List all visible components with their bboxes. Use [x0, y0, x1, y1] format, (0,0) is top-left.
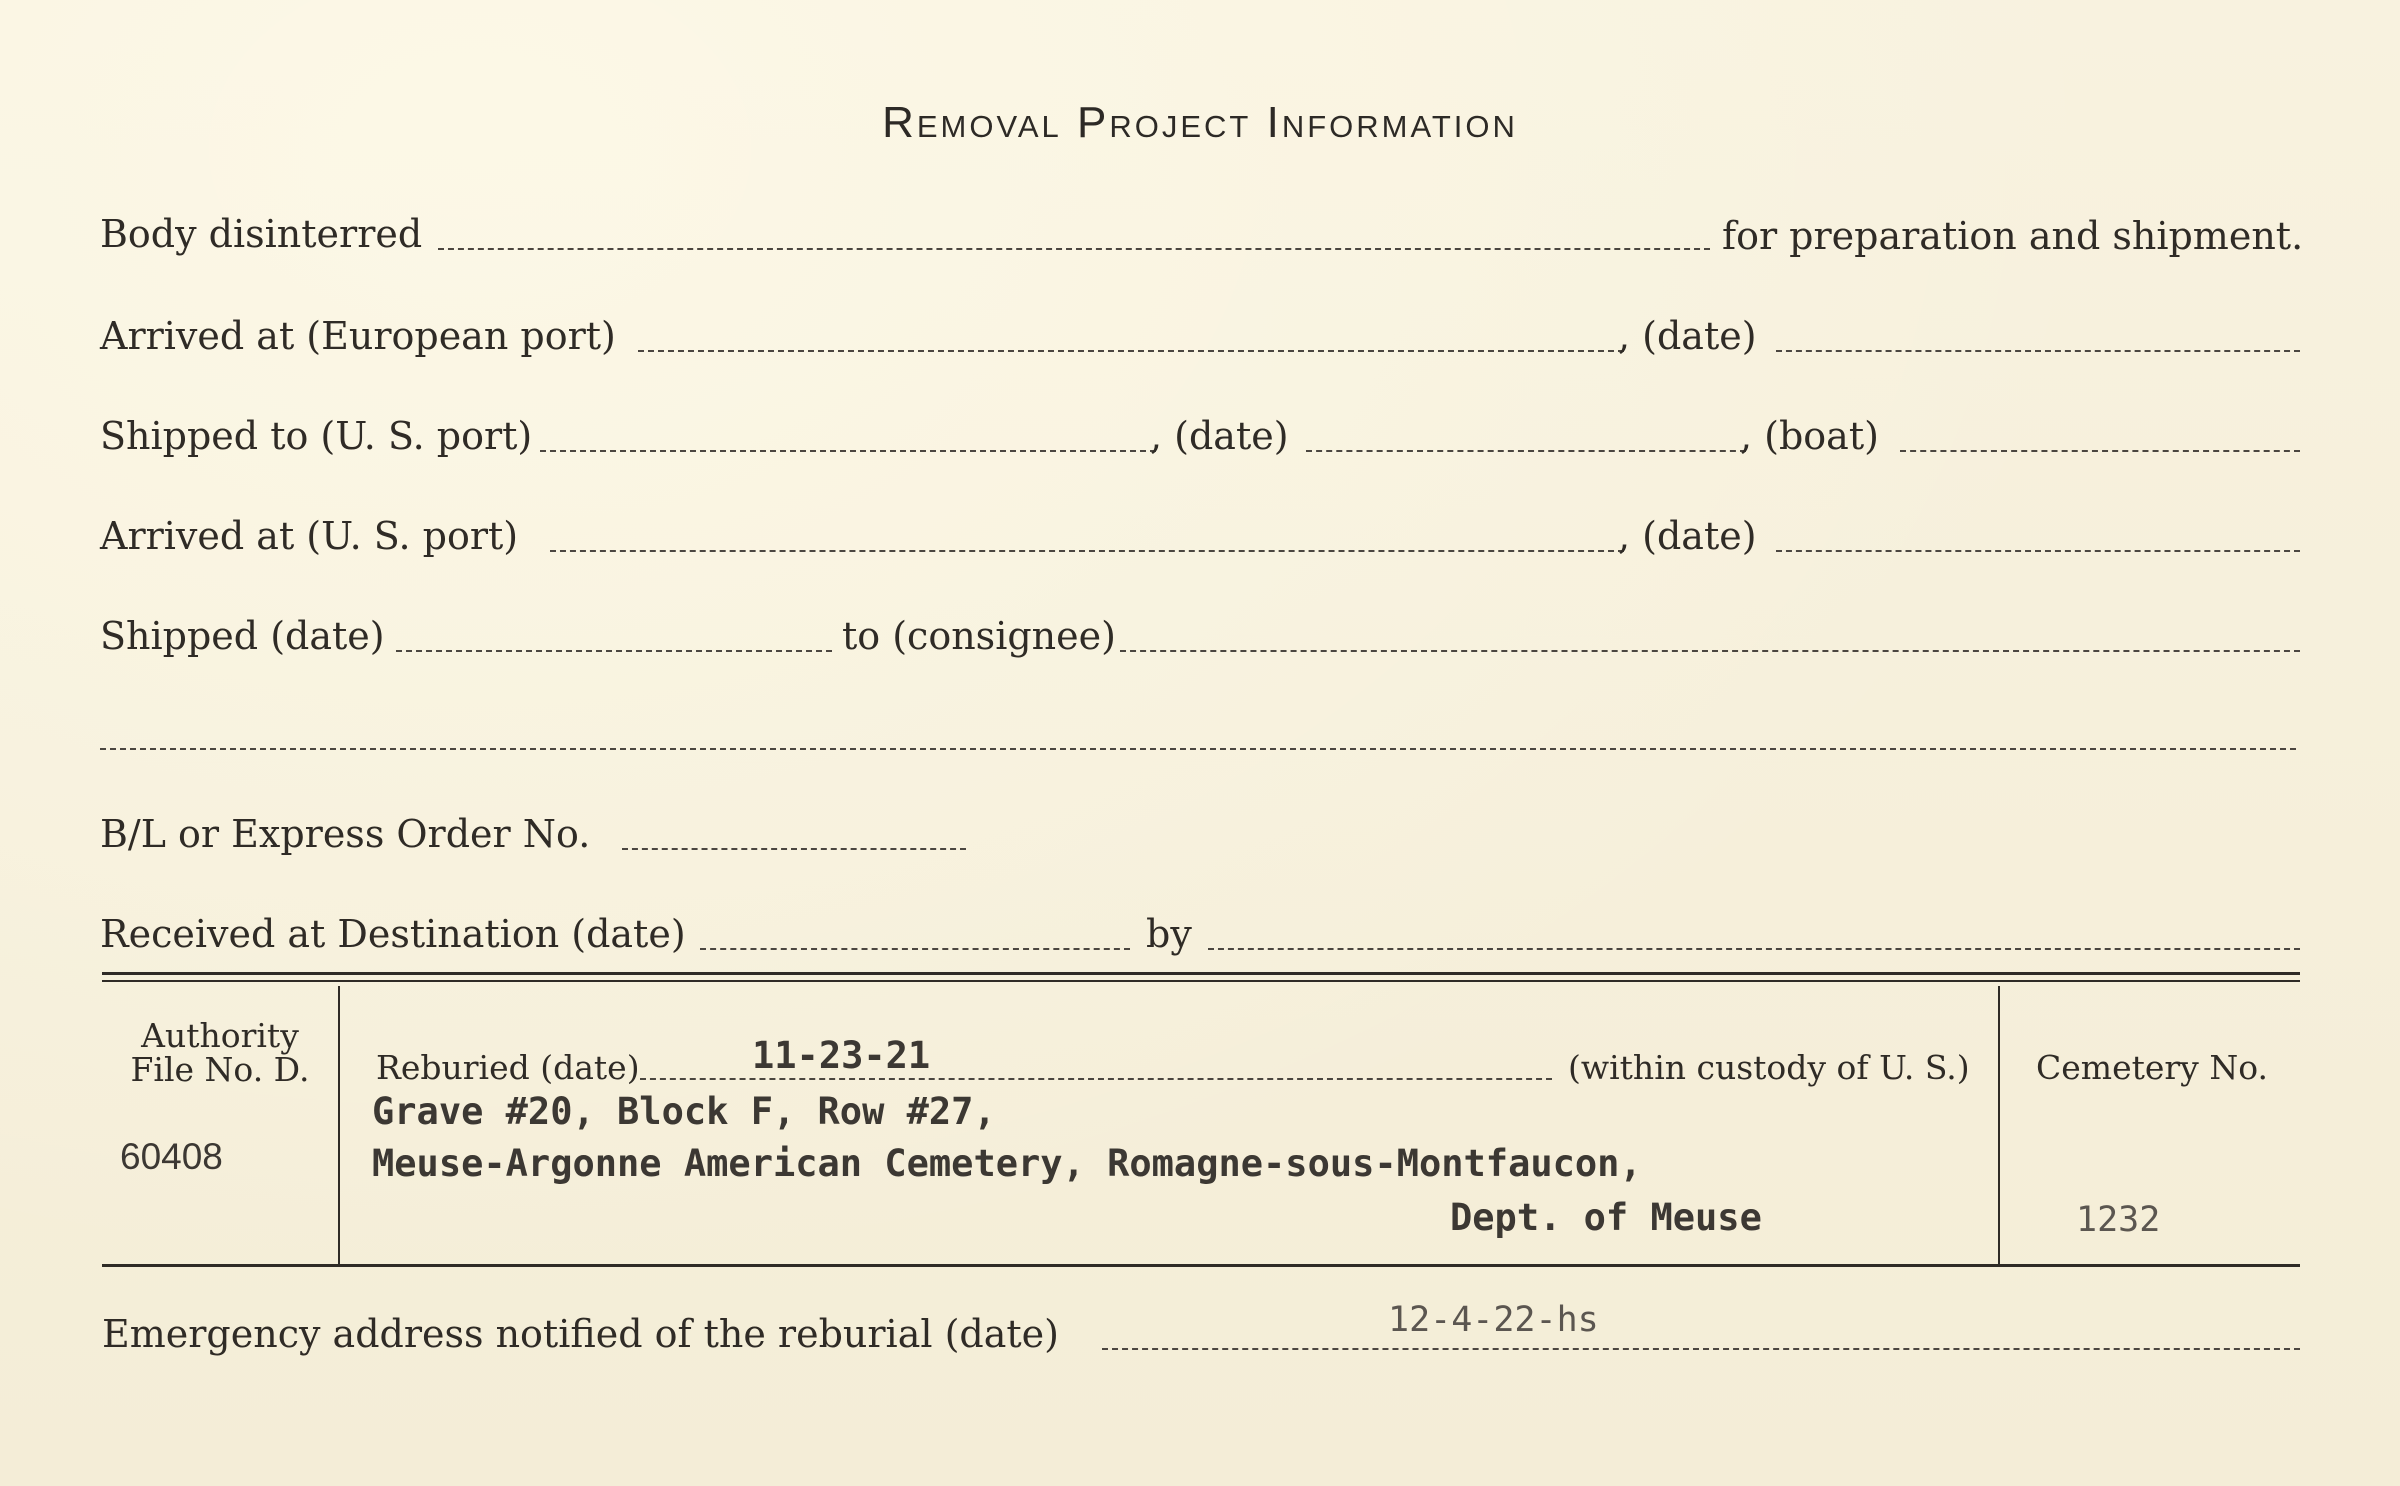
boat-field [1900, 450, 2300, 452]
by-label: by [1146, 912, 1192, 956]
box-bottom-rule [102, 1264, 2300, 1267]
emergency-date-field [1102, 1348, 2300, 1350]
consignee-field [1120, 650, 2300, 652]
arrived-us-port-label: Arrived at (U. S. port) [100, 514, 519, 558]
cemetery-no-label: Cemetery No. [2036, 1048, 2268, 1087]
arrived-us-date-field [1776, 550, 2300, 552]
file-no-label: File No. D. [130, 1050, 310, 1089]
reburied-date-value: 11-23-21 [752, 1034, 931, 1077]
to-consignee-label: to (consignee) [842, 614, 1116, 658]
grave-location-line2: Meuse-Argonne American Cemetery, Romagne-sous-Montfaucon, [372, 1142, 1642, 1185]
cemetery-number-value: 1232 [2076, 1200, 2161, 1240]
boat-label: , (boat) [1740, 414, 1879, 458]
bl-express-label: B/L or Express Order No. [100, 812, 591, 856]
reburied-date-field [640, 1078, 1552, 1080]
within-custody-label: (within custody of U. S.) [1568, 1048, 1970, 1087]
received-destination-label: Received at Destination (date) [100, 912, 686, 956]
box-divider-left [338, 986, 340, 1264]
reburied-date-label: Reburied (date) [376, 1048, 640, 1087]
consignee-continuation-field [100, 748, 2296, 750]
european-port-field [638, 350, 1624, 352]
body-disinterred-label: Body disinterred [100, 212, 423, 256]
bl-express-field [622, 848, 966, 850]
received-date-field [700, 948, 1130, 950]
file-number-value: 60408 [120, 1136, 223, 1177]
grave-location-line1: Grave #20, Block F, Row #27, [372, 1090, 996, 1133]
date-label-4: , (date) [1618, 514, 1757, 558]
shipped-date-value-field [396, 650, 832, 652]
box-top-rule [102, 972, 2300, 975]
shipped-date-label: Shipped (date) [100, 614, 385, 658]
box-top-rule-inner [102, 980, 2300, 982]
date-label-3: , (date) [1150, 414, 1289, 458]
shipped-date-field [1306, 450, 1746, 452]
us-port-field [540, 450, 1156, 452]
body-disinterred-field [438, 248, 1710, 250]
emergency-date-value: 12-4-22-hs [1388, 1300, 1599, 1340]
box-divider-right [1998, 986, 2000, 1264]
date-label-2: , (date) [1618, 314, 1757, 358]
arrived-european-label: Arrived at (European port) [100, 314, 616, 358]
european-date-field [1776, 350, 2300, 352]
arrived-us-port-field [550, 550, 1624, 552]
received-by-field [1208, 948, 2300, 950]
grave-location-line3: Dept. of Meuse [1450, 1196, 1762, 1239]
shipped-us-port-label: Shipped to (U. S. port) [100, 414, 533, 458]
emergency-label: Emergency address notified of the reburial (date) [102, 1312, 1059, 1356]
card-title: Removal Project Information [882, 98, 1518, 147]
for-preparation-label: for preparation and shipment. [1722, 214, 2304, 258]
authority-label: Authority [141, 1016, 299, 1055]
